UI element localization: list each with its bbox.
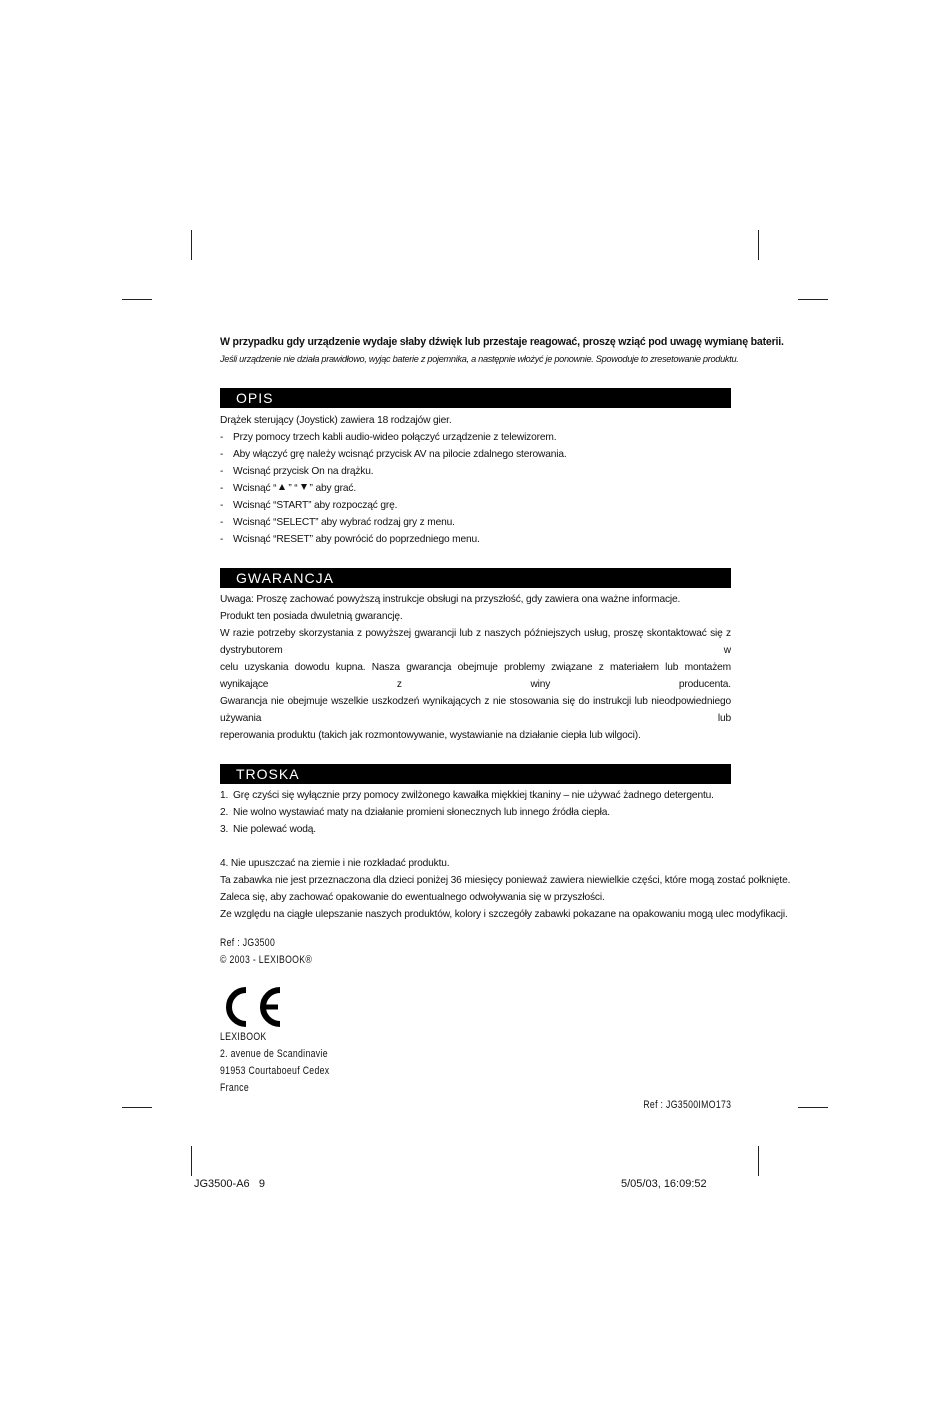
copyright: © 2003 - LEXIBOOK® [220,954,313,966]
list-item: 1. Grę czyści się wyłącznie przy pomocy zwilżonego kawałka miękkiej tkaniny – nie używać żadnego detergentu. [220,790,714,801]
crop-mark-top-right-v [758,230,759,260]
battery-warning: W przypadku gdy urządzenie wydaje słaby dźwięk lub przestaje reagować, proszę wziąć pod uwagę wymianę baterii. [220,336,784,348]
gwarancja-period: Produkt ten posiada dwuletnią gwarancję. [220,611,403,622]
age-warning: Ta zabawka nie jest przeznaczona dla dzieci poniżej 36 miesięcy ponieważ zawiera niewielkie części, które mogą zostać połknięte. [220,875,791,886]
crop-mark-bottom-right-v [758,1146,759,1176]
address-street: 2. avenue de Scandinavie [220,1048,328,1060]
footer-right: 5/05/03, 16:09:52 [621,1178,707,1190]
modification-note: Ze względu na ciągłe ulepszanie naszych produktów, kolory i szczegóły zabawki pokazane na opakowaniu mogą ulec modyfikacji. [220,909,788,920]
gwarancja-para-line: reperowania produktu (takich jak rozmontowywanie, wystawianie na działanie ciepła lub wilgoci). [220,730,641,741]
ce-mark-icon [220,985,284,1029]
section-header-troska: TROSKA [220,764,731,784]
gwarancja-note: Uwaga: Proszę zachować powyższą instrukcje obsługi na przyszłość, gdy zawiera ona ważne informacje. [220,594,681,605]
list-item: - Aby włączyć grę należy wcisnąć przycisk AV na pilocie zdalnego sterowania. [220,449,567,460]
packaging-note: Zaleca się, aby zachować opakowanie do ewentualnego odwoływania się w przyszłości. [220,892,605,903]
crop-mark-top-left-h [122,299,152,300]
list-item: - Wcisnąć “START” aby rozpocząć grę. [220,500,398,511]
gwarancja-para-line: celu uzyskania dowodu kupna. Nasza gwarancja obejmuje problemy związane z materiałem lub montażem wynikające z winy producenta. [220,662,731,690]
list-item: - Wcisnąć “SELECT” aby wybrać rodzaj gry z menu. [220,517,455,528]
crop-mark-top-left-v [191,230,192,260]
crop-mark-bottom-left-v [191,1146,192,1176]
section-header-opis: OPIS [220,388,731,408]
gwarancja-para-line: Gwarancja nie obejmuje wszelkie uszkodzeń wynikających z nie stosowania się do instrukcji lub nieodpowiedniego używania lub [220,696,731,724]
crop-mark-top-right-h [798,299,828,300]
company-name: LEXIBOOK [220,1031,267,1043]
crop-mark-bottom-right-h [798,1107,828,1108]
footer-left: JG3500-A6 9 [194,1178,265,1190]
section-header-gwarancja: GWARANCJA [220,568,731,588]
crop-mark-bottom-left-h [122,1107,152,1108]
list-item-arrows: - Wcisnąć “ ” “ ” aby grać. [220,483,357,494]
opis-intro: Drążek sterujący (Joystick) zawiera 18 rodzajów gier. [220,415,452,426]
address-country: France [220,1082,250,1094]
page-content [220,334,791,1114]
up-arrow-icon [279,484,285,490]
troska-item-4: 4. Nie upuszczać na ziemie i nie rozkładać produktu. [220,858,450,869]
document-ref-code: Ref : JG3500IMO173 [643,1099,731,1111]
down-arrow-icon [301,484,307,490]
list-item: - Wcisnąć przycisk On na drążku. [220,466,374,477]
list-item: - Przy pomocy trzech kabli audio-wideo połączyć urządzenie z telewizorem. [220,432,557,443]
list-item: - Wcisnąć “RESET” aby powrócić do poprzedniego menu. [220,534,480,545]
list-item: 3. Nie polewać wodą. [220,824,316,835]
ref-number: Ref : JG3500 [220,937,276,949]
gwarancja-para-line: W razie potrzeby skorzystania z powyższej gwarancji lub z naszych późniejszych usług, proszę skontaktować się z dystrybutorem w [220,628,731,656]
reset-note: Jeśli urządzenie nie działa prawidłowo, wyjąc baterie z pojemnika, a następnie włożyć je ponownie. Spowoduje to zresetowanie produktu. [220,354,739,364]
address-city: 91953 Courtaboeuf Cedex [220,1065,330,1077]
list-item: 2. Nie wolno wystawiać maty na działanie promieni słonecznych lub innego źródła ciepła. [220,807,610,818]
